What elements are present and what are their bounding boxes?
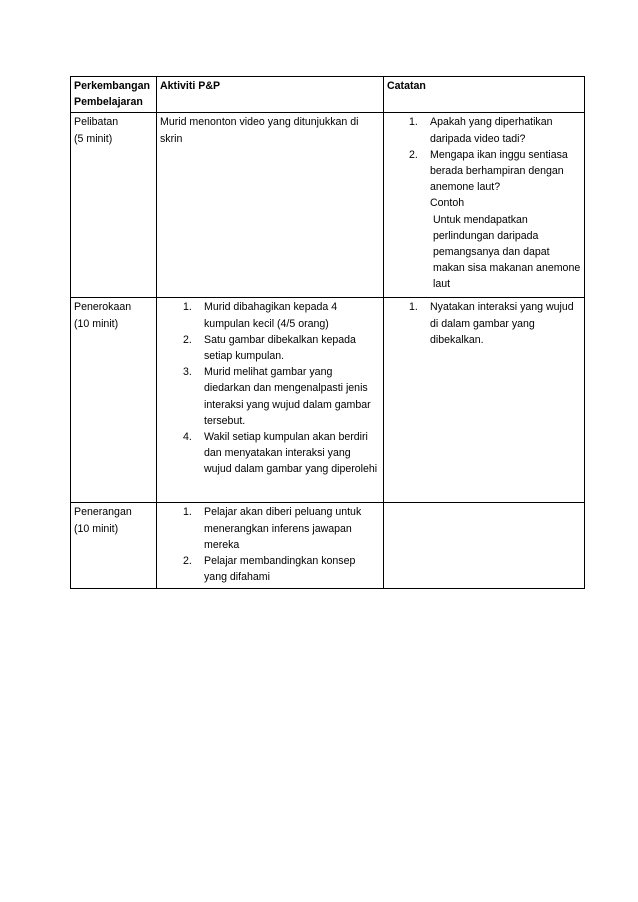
list-item	[160, 364, 380, 429]
list-text: Satu gambar dibekalkan kepada setiap kumpulan.	[204, 333, 356, 363]
list-number: 1.	[409, 301, 418, 314]
list-number: 1.	[409, 116, 418, 129]
notes-cell	[384, 503, 585, 589]
stage-cell	[71, 503, 157, 589]
list-text: Pelajar akan diberi peluang untuk menerangkan inferens jawapan mereka	[204, 506, 362, 551]
notes-cell	[384, 298, 585, 503]
stage-cell	[71, 113, 157, 298]
list-text: Murid dibahagikan kepada 4 kumpulan kecil (4/5 orang)	[204, 301, 338, 330]
list-text: Wakil setiap kumpulan akan berdiri dan menyatakan interaksi yang wujud dalam gambar yang diperolehi	[204, 431, 378, 476]
list-item	[160, 553, 380, 585]
stage-duration: (10 minit)	[74, 317, 119, 330]
list-item	[160, 332, 380, 364]
list-text: Murid melihat gambar yang diedarkan dan mengenalpasti jenis interaksi yang wujud dalam gambar tersebut.	[204, 366, 371, 427]
list-item	[387, 114, 581, 146]
activity-cell	[157, 113, 384, 298]
header-line: Pembelajaran	[74, 96, 143, 109]
list-number: 4.	[183, 431, 192, 444]
list-number: 2.	[183, 555, 192, 568]
list-text: Nyatakan interaksi yang wujud di dalam gambar yang dibekalkan.	[430, 301, 574, 346]
table-header-row	[71, 77, 585, 113]
table-row	[71, 298, 585, 503]
list-text: Apakah yang diperhatikan daripada video tadi?	[430, 116, 553, 145]
stage-duration: (5 minit)	[74, 132, 113, 145]
stage-name: Pelibatan	[74, 116, 119, 129]
list-text: Pelajar membandingkan konsep yang difahami	[204, 555, 356, 584]
stage-duration: (10 minit)	[74, 522, 119, 535]
activity-cell	[157, 298, 384, 503]
stage-name: Penerokaan	[74, 301, 132, 314]
list-text: Mengapa ikan inggu sentiasa berada berhampiran dengan anemone laut?	[430, 148, 568, 194]
table-row	[71, 113, 585, 298]
activity-cell	[157, 503, 384, 589]
list-number: 3.	[183, 366, 192, 379]
header-catatan: Catatan	[384, 77, 585, 113]
activity-list	[160, 504, 380, 585]
header-aktiviti: Aktiviti P&P	[157, 77, 384, 113]
header-line: Perkembangan	[74, 80, 150, 92]
activity-list	[160, 299, 380, 477]
table-row	[71, 503, 585, 589]
list-item	[387, 299, 581, 348]
stage-name: Penerangan	[74, 506, 132, 519]
list-item	[160, 299, 380, 331]
example-text: Untuk mendapatkan perlindungan daripada pemangsanya dan dapat makan sisa makanan anemone laut	[433, 213, 581, 291]
list-number: 2.	[409, 148, 418, 161]
list-number: 1.	[183, 301, 192, 314]
notes-list	[387, 114, 581, 195]
list-number: 2.	[183, 333, 192, 346]
example-label: Contoh	[430, 197, 465, 210]
notes-cell	[384, 113, 585, 298]
list-number: 1.	[183, 506, 192, 519]
list-item	[160, 504, 380, 553]
lesson-plan-table	[70, 76, 585, 589]
header-perkembangan	[71, 77, 157, 113]
notes-list	[387, 299, 581, 348]
list-item	[387, 147, 581, 196]
activity-text: Murid menonton video yang ditunjukkan di skrin	[160, 116, 359, 145]
list-item	[160, 429, 380, 478]
stage-cell	[71, 298, 157, 503]
